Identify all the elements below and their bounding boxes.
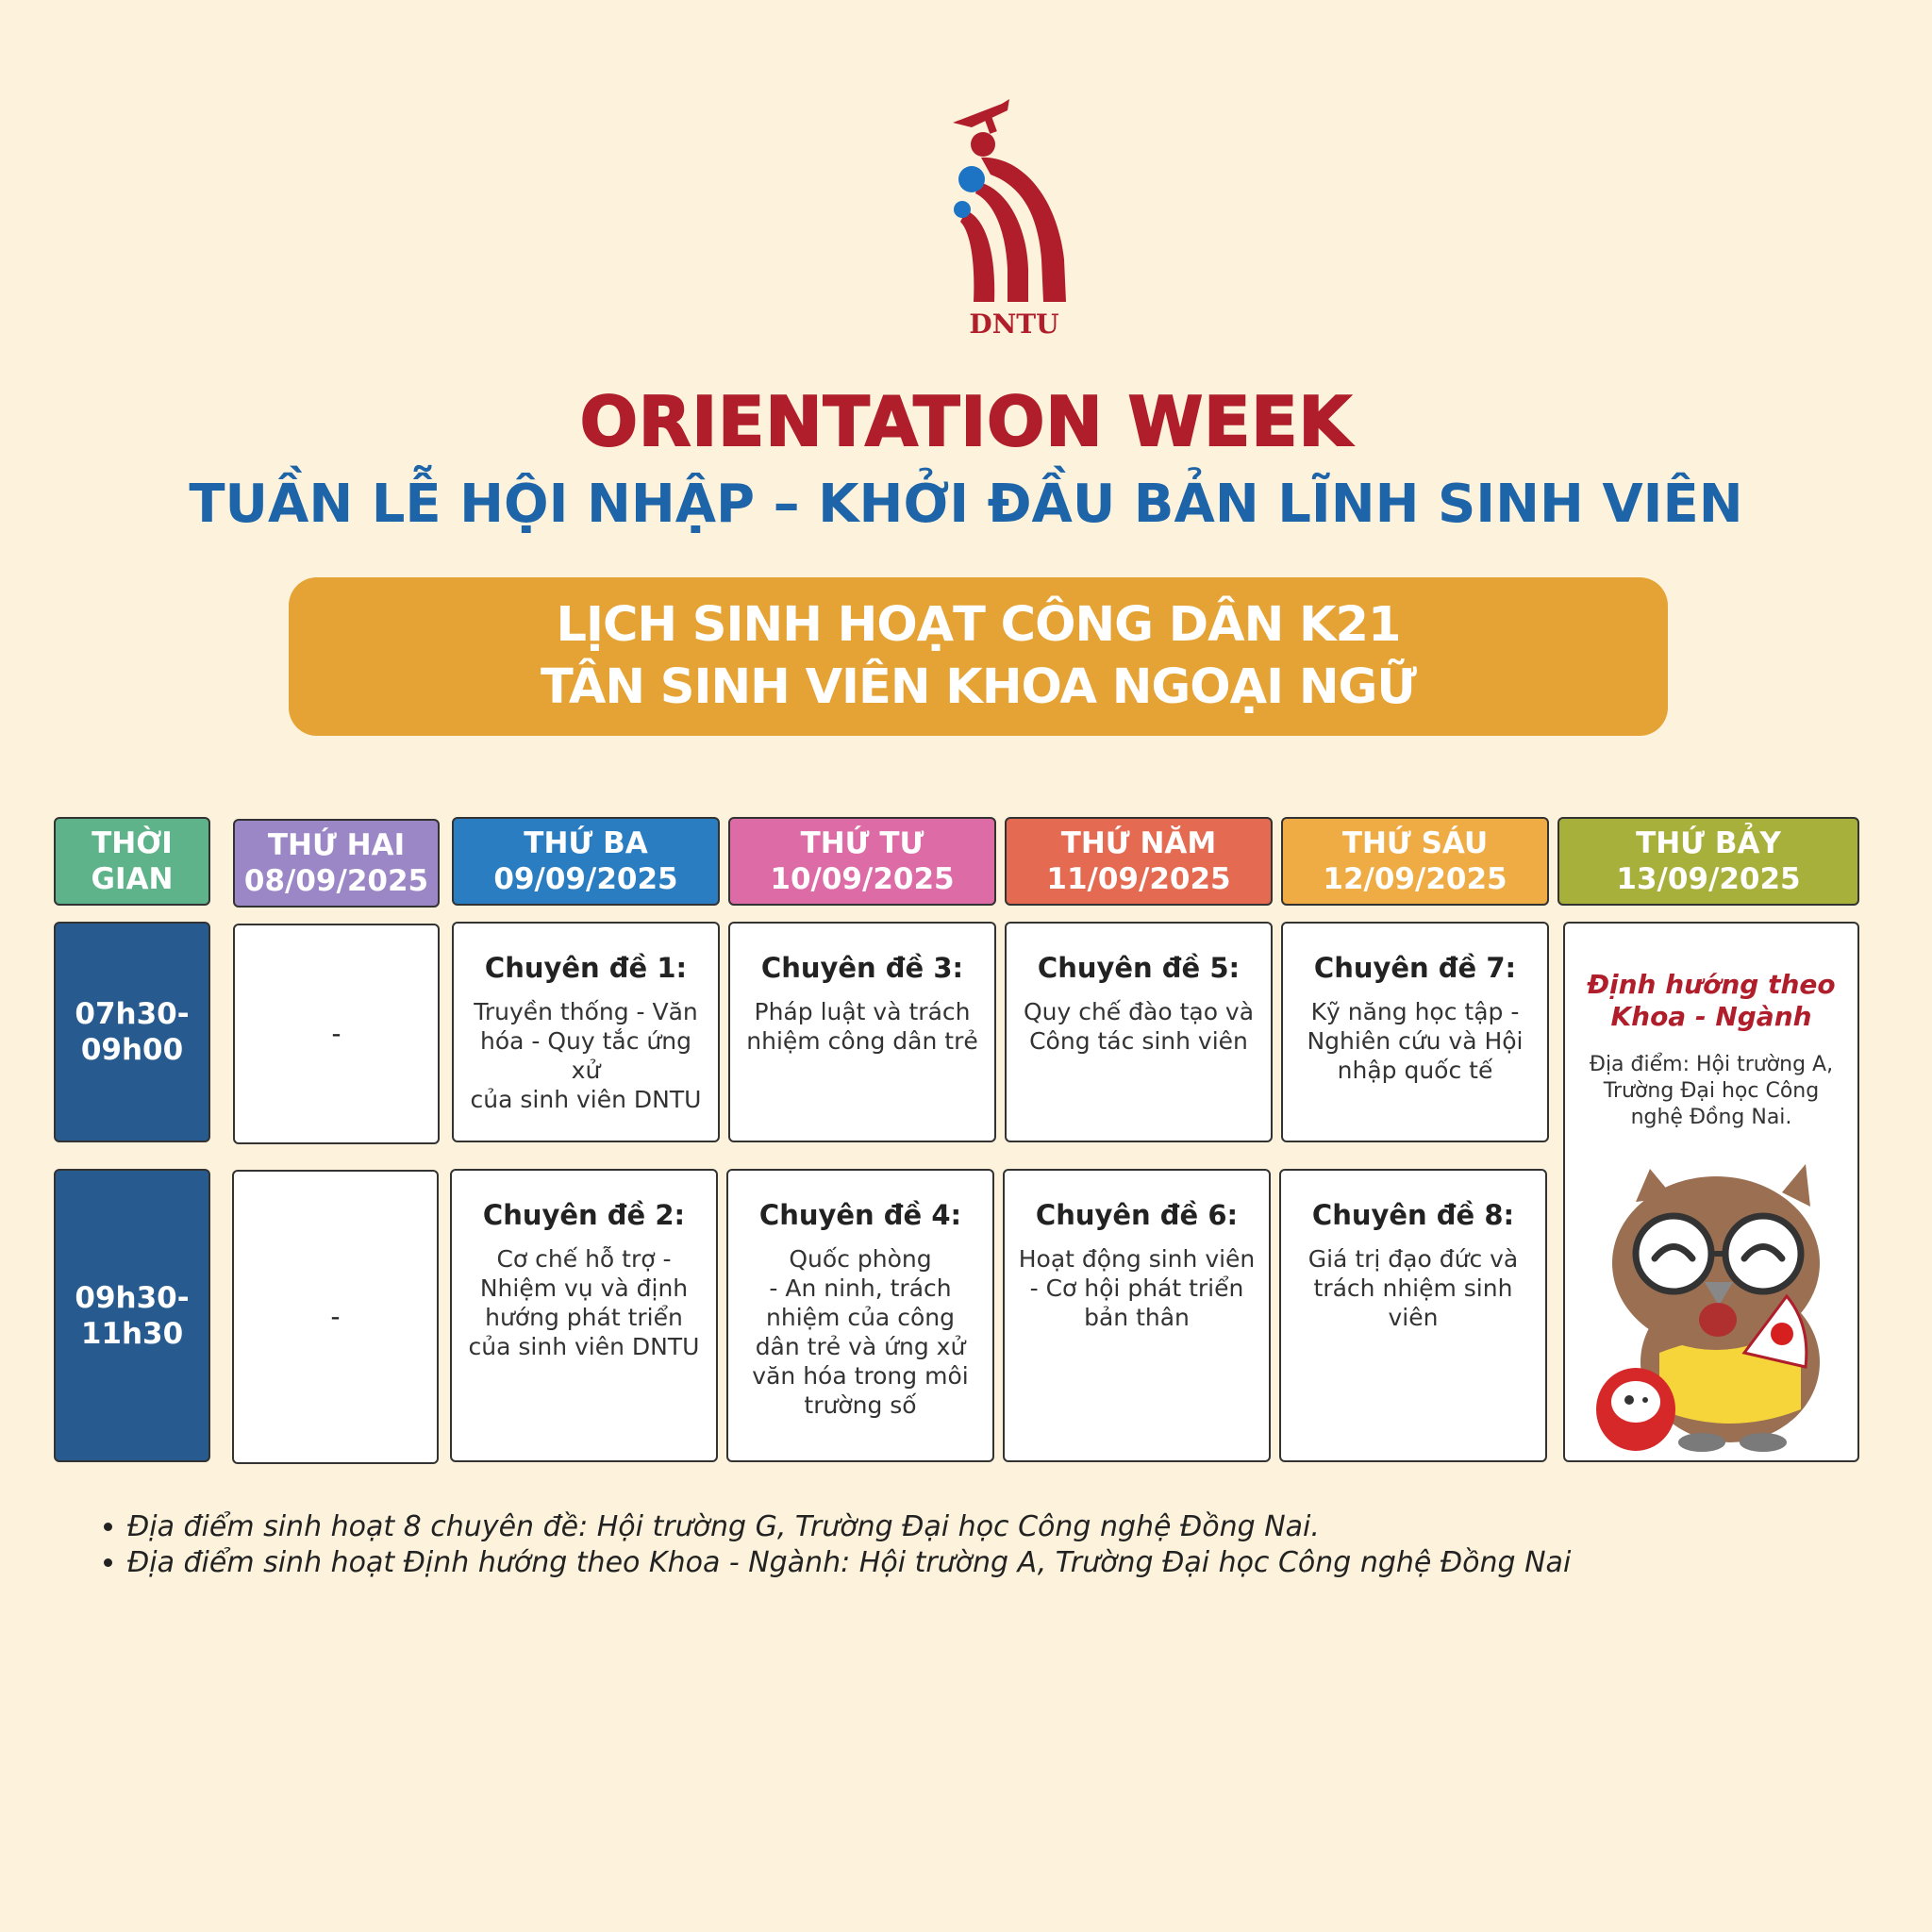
notes-list: [90, 1509, 1882, 1581]
day-name: THỨ BẢY: [1636, 826, 1781, 860]
session-topic: Chuyên đề 3:: [760, 952, 964, 984]
monday-slot-1-empty: -: [233, 924, 440, 1144]
session-cell: [1281, 922, 1549, 1142]
session-topic: Chuyên đề 7:: [1313, 952, 1517, 984]
time-slot-end: 09h00: [80, 1033, 184, 1067]
owl-mascot-illustration: [1593, 1164, 1834, 1457]
orientation-title-line-2: Khoa - Ngành: [1610, 1001, 1812, 1032]
day-name: THỨ BA: [524, 826, 648, 860]
svg-text:DNTU: DNTU: [969, 308, 1059, 340]
monday-slot-2-empty: -: [232, 1170, 439, 1464]
day-header-wednesday: [728, 817, 996, 906]
note-item: • Địa điểm sinh hoạt 8 chuyên đề: Hội trường G, Trường Đại học Công nghệ Đồng Nai.: [127, 1509, 1882, 1545]
session-cell: [450, 1169, 718, 1462]
day-header-saturday: [1557, 817, 1859, 906]
session-cell: [452, 922, 720, 1142]
session-cell: [728, 922, 996, 1142]
schedule-banner: [289, 577, 1668, 736]
time-header-line-2: GIAN: [91, 862, 174, 896]
banner-line-1: LỊCH SINH HOẠT CÔNG DÂN K21: [556, 597, 1401, 653]
session-cell: [1003, 1169, 1271, 1462]
session-topic: Chuyên đề 6:: [1035, 1199, 1239, 1231]
orientation-location: Địa điểm: Hội trường A, Trường Đại học Công nghệ Đồng Nai.: [1589, 1053, 1834, 1129]
session-topic: Chuyên đề 8:: [1311, 1199, 1515, 1231]
session-cell: [1005, 922, 1273, 1142]
day-name: THỨ TƯ: [800, 826, 924, 860]
session-description: Pháp luật và trách nhiệm công dân trẻ: [746, 998, 978, 1055]
page-subtitle: TUẦN LỄ HỘI NHẬP – KHỞI ĐẦU BẢN LĨNH SINH VIÊN: [189, 474, 1743, 535]
note-item: • Địa điểm sinh hoạt Định hướng theo Khoa - Ngành: Hội trường A, Trường Đại học Công nghệ Đồng Nai: [127, 1545, 1882, 1581]
day-header-monday: [233, 819, 440, 908]
session-description: Quy chế đào tạo và Công tác sinh viên: [1023, 998, 1255, 1055]
dntu-logo: [953, 99, 1075, 340]
time-slot-end: 11h30: [80, 1316, 184, 1351]
time-header-line-1: THỜI: [92, 826, 173, 860]
orientation-title-line-1: Định hướng theo: [1587, 969, 1836, 1000]
day-name: THỨ NĂM: [1060, 826, 1217, 860]
day-date: 13/09/2025: [1616, 862, 1801, 896]
saturday-orientation-cell: [1563, 922, 1859, 1462]
day-header-friday: [1281, 817, 1549, 906]
session-description: Cơ chế hỗ trợ - Nhiệm vụ và định hướng phát triển của sinh viên DNTU: [468, 1245, 700, 1360]
session-cell: [1279, 1169, 1547, 1462]
session-topic: Chuyên đề 4:: [758, 1199, 962, 1231]
session-cell: [726, 1169, 994, 1462]
time-column-header: [54, 817, 210, 906]
day-date: 10/09/2025: [770, 862, 955, 896]
session-description: Truyền thống - Văn hóa - Quy tắc ứng xử của sinh viên DNTU: [470, 998, 702, 1113]
banner-line-2: TÂN SINH VIÊN KHOA NGOẠI NGỮ: [541, 659, 1416, 715]
time-slot-start: 09h30-: [75, 1280, 190, 1315]
session-description: Giá trị đạo đức và trách nhiệm sinh viên: [1307, 1245, 1519, 1331]
day-date: 11/09/2025: [1046, 862, 1231, 896]
session-description: Kỹ năng học tập - Nghiên cứu và Hội nhập quốc tế: [1307, 998, 1524, 1084]
time-slot-2: [54, 1169, 210, 1462]
time-slot-start: 07h30-: [75, 997, 190, 1031]
page-title: ORIENTATION WEEK: [579, 382, 1353, 461]
day-header-tuesday: [452, 817, 720, 906]
day-date: 08/09/2025: [243, 864, 429, 898]
day-date: 09/09/2025: [493, 862, 678, 896]
day-header-thursday: [1005, 817, 1273, 906]
day-date: 12/09/2025: [1323, 862, 1507, 896]
session-description: Quốc phòng - An ninh, trách nhiệm của công dân trẻ và ứng xử văn hóa trong môi trường số: [752, 1245, 969, 1419]
day-name: THỨ SÁU: [1341, 826, 1489, 860]
time-slot-1: [54, 922, 210, 1142]
day-name: THỨ HAI: [267, 828, 406, 862]
session-topic: Chuyên đề 2:: [482, 1199, 686, 1231]
session-topic: Chuyên đề 5:: [1037, 952, 1241, 984]
session-description: Hoạt động sinh viên - Cơ hội phát triển bản thân: [1018, 1245, 1256, 1331]
session-topic: Chuyên đề 1:: [484, 952, 688, 984]
